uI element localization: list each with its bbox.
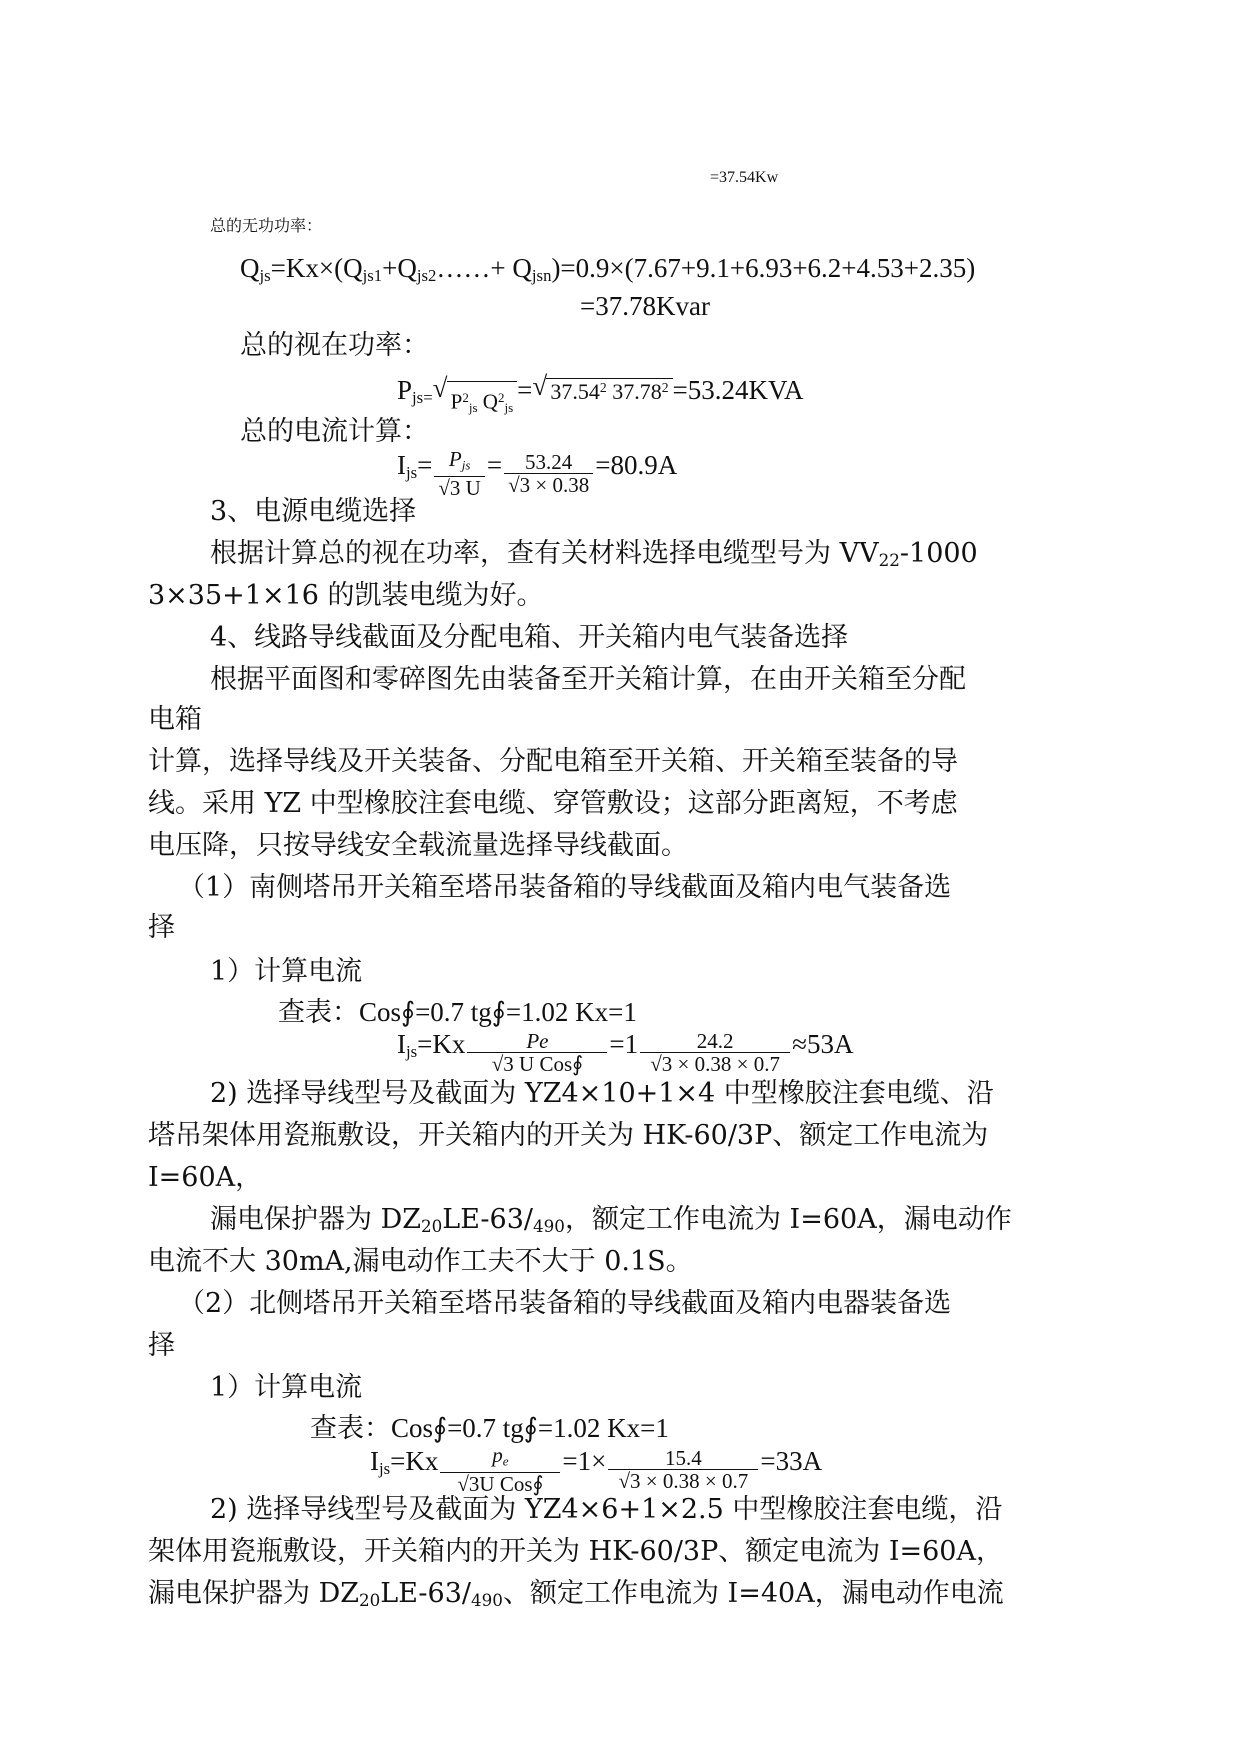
i-formula: $I_{js}=$ $\frac{P_{js}}{√3 U}$ = $\frac{53.24}{√3 \times 0.38}$ =80.9A [397,447,678,501]
item-2-step-2-line-2: 架体用瓷瓶敷设，开关箱内的开关为 HK-60/3P、额定电流为 I=60A， [148,1536,1003,1567]
s-radicand-2: 37.54$^2$ 37.78$^2$ [546,378,672,404]
section-4-para-line-1: 根据平面图和零碎图先由装备至开关箱计算，在由开关箱至分配 [210,664,966,695]
section-3-title: 3、电源电缆选择 [210,496,417,527]
item-1-kx: =Kx [417,1029,466,1059]
item-2-den-1: √3U Cos∮ [457,1472,544,1497]
item-2-step-2-line-1: 2) 选择导线型号及截面为 YZ4×6+1×2.5 中型橡胶注套电缆，沿 [210,1494,1003,1525]
i-den-1: √3 U [438,476,481,501]
item-1-lead: I [397,1029,406,1059]
item-2-title-line-2: 择 [148,1330,175,1361]
section-3-para-line-2: 3×35+1×16 的凯装电缆为好。 [148,580,544,611]
s-lead: P [397,374,413,405]
item-2-table-lookup: 查表：Cos∮=0.7 tg∮=1.02 Kx=1 [310,1413,669,1443]
i-heading: 总的电流计算： [240,416,429,447]
sqrt-symbol-1 [433,374,518,415]
section-3-para-line-1: 根据计算总的视在功率，查有关材料选择电缆型号为 $VV_{22}-1000$ [210,538,978,571]
item-2-title-line-1: （2）北侧塔吊开关箱至塔吊装备箱的导线截面及箱内电器装备选 [178,1288,952,1319]
s-lead-sub: js= [412,387,433,407]
item-1-title-line-1: （1）南侧塔吊开关箱至塔吊装备箱的导线截面及箱内电气装备选 [178,872,952,903]
section-4-para-line-3: 计算，选择导线及开关装备、分配电箱至开关箱、开关箱至装备的导 [148,746,958,777]
q-result: =37.78Kvar [580,291,710,321]
i-fraction-1 [434,447,484,501]
item-1-lead-sub: js [406,1042,418,1062]
item-1-step-1: 1）计算电流 [210,956,363,987]
item-2-step-2-line-3: 漏电保护器为 $DZ_{20}LE-63/_{490}$、额定工作电流为 I=40A，漏电动作电流 [148,1578,1004,1611]
item-1-step-2-line-1: 2) 选择导线型号及截面为 YZ4×10+1×4 中型橡胶注套电缆、沿 [210,1078,994,1109]
item-2-lead: I [370,1445,379,1476]
item-1-step-2-line-3: I=60A， [148,1162,263,1193]
section-4-para-line-5: 电压降，只按导线安全载流量选择导线截面。 [148,830,688,861]
item-2-kx: =Kx [390,1445,439,1476]
section-4-para-line-4: 线。采用 YZ 中型橡胶注套电缆、穿管敷设；这部分距离短，不考虑 [148,788,958,819]
item-1-den-1: √3 U Cos∮ [491,1052,584,1077]
item-2-den-2: √3 × 0.38 × 0.7 [618,1469,749,1494]
s-radicand-1: $P^2_{js}$ $Q^2_{js}$ [447,381,518,406]
item-2-lead-sub: js [379,1459,391,1478]
item-1-result: ≈53A [792,1029,854,1059]
i-den-2: √3 × 0.38 [508,473,590,498]
s-formula: $P_{js=}√$ $P^2_{js}$ $Q^2_{js}=√$ 37.54$^2$ $37.78^2 =53.24KVA$ [397,372,804,414]
s-result: =53.24KVA [672,374,804,405]
item-1-table-lookup: 查表：Cos∮=0.7 tg∮=1.02 Kx=1 [278,997,637,1027]
item-2-step-1: 1）计算电流 [210,1372,363,1403]
i-lead-sub: js [406,463,418,482]
p-total-result: =37.54Kw [710,169,779,186]
item-1-den-2: √3 × 0.38 × 0.7 [650,1052,780,1077]
item-2-fraction-1 [440,1443,560,1497]
i-num-2: 53.24 [525,450,573,475]
item-2-num-2: 15.4 [665,1446,702,1471]
item-2-mid: =1× [562,1445,607,1476]
section-4-para-line-2: 电箱 [148,704,202,735]
q-heading: 总的无功功率： [210,216,323,235]
s-heading: 总的视在功率： [240,330,429,361]
i-num-1: $P_{js}$ [448,447,471,473]
item-1-mid: =1 [609,1029,639,1059]
item-1-step-3-line-2: 电流不大 30mA,漏电动作工夫不大于 0.1S。 [148,1246,693,1277]
item-1-formula [397,1028,854,1077]
q-formula: $Q_{js}=Kx\times(Q_{js1}+Q_{js2}\dots\dots+ Q_{jsn})=0.9\times(7.67+9.1+6.93+6.2+4.53+2.35)$ [240,253,976,286]
item-2-result: =33A [760,1445,823,1476]
section-4-title: 4、线路导线截面及分配电箱、开关箱内电气装备选择 [210,622,849,653]
i-result: =80.9A [595,449,678,480]
sqrt-symbol-2 [532,372,672,408]
item-1-num-2: 24.2 [696,1029,734,1054]
item-1-title-line-2: 择 [148,912,175,943]
i-lead: I [397,449,406,480]
item-1-step-2-line-2: 塔吊架体用瓷瓶敷设，开关箱内的开关为 HK-60/3P、额定工作电流为 [148,1120,989,1151]
item-1-fraction-1 [467,1029,607,1077]
item-2-formula [370,1443,823,1497]
item-2-num-1: $p_e$ [492,1443,509,1469]
item-1-num-1: Pe [526,1029,549,1054]
item-1-step-3-line-1: 漏电保护器为 $DZ_{20}LE-63/_{490}$，额定工作电流为 I=60A，漏电动作 [210,1204,1012,1237]
